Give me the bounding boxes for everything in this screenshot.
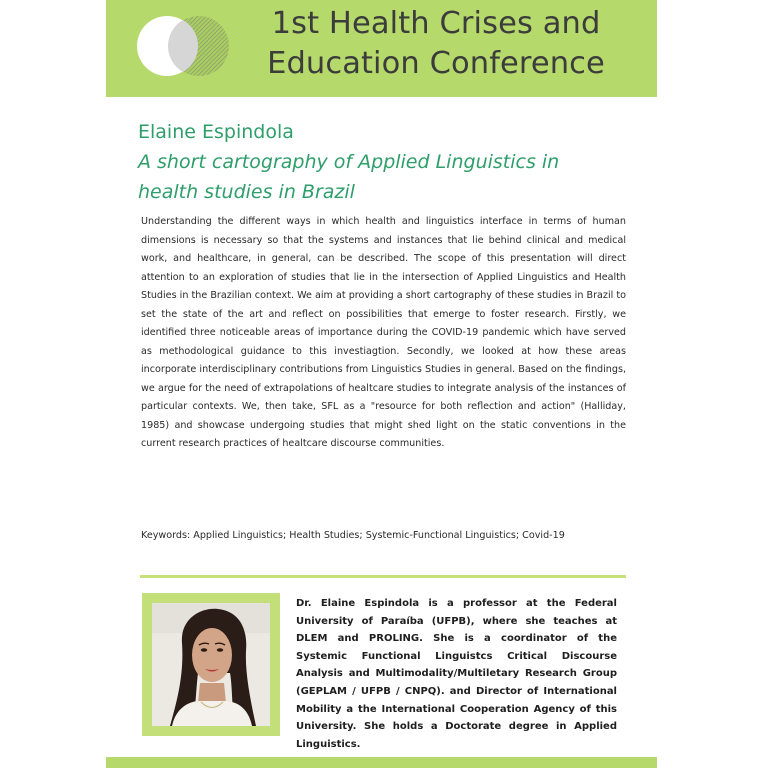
presentation-title: A short cartography of Applied Linguistics in health studies in Brazil xyxy=(138,151,560,203)
conference-page xyxy=(106,0,657,768)
conference-logo-icon xyxy=(136,14,231,79)
keywords-text: Keywords: Applied Linguistics; Health Studies; Systemic-Functional Linguistics; Covid-19 xyxy=(141,530,565,541)
author-photo xyxy=(152,603,270,726)
conference-title: 1st Health Crises and Education Conference xyxy=(267,6,605,81)
section-divider xyxy=(140,575,626,578)
header-banner xyxy=(106,0,657,97)
author-photo-frame xyxy=(142,593,280,736)
author-name: Elaine Espindola xyxy=(138,121,294,143)
footer-bar xyxy=(106,757,657,768)
portrait-image-icon xyxy=(152,603,270,726)
author-bio: Dr. Elaine Espindola is a professor at the Federal University of Paraíba (UFPB), where she teaches at DLEM and PROLING. She is a coordinator of the Systemic Functional Linguistcs Critical Discourse Analysis and Multimodality/Multiletary Research Group (GEPLAM / UFPB / CNPQ). and Director of International Mobility a the International Cooperation Agency of this University. She holds a Doctorate degree in Applied Linguistics. xyxy=(296,598,617,750)
abstract-text: Understanding the different ways in which health and linguistics interface in terms of human dimensions is necessary so that the systems and instances that lie behind clinical and medical work, and healthcare, in general, can be described. The scope of this presentation will direct attention to an exploration of studies that lie in the intersection of Applied Linguistics and Health Studies in the Brazilian context. We aim at providing a short cartography of these studies in Brazil to set the state of the art and reflect on possibilities that emerge to foster research. Firstly, we identified three noticeable areas of importance during the COVID-19 pandemic which have served as methodological guidance to this investiagtion. Secondly, we looked at how these areas incorporate interdisciplinary contributions from Linguistics Studies in general. Based on the findings, we argue for the need of extrapolations of healtcare studies to integrate analysis of the instances of particular contexts. We, then take, SFL as a "resource for both reflection and action" (Halliday, 1985) and showcase undergoing studies that might shed light on the static conventions in the current research practices of healtcare discourse communities. xyxy=(141,216,626,449)
